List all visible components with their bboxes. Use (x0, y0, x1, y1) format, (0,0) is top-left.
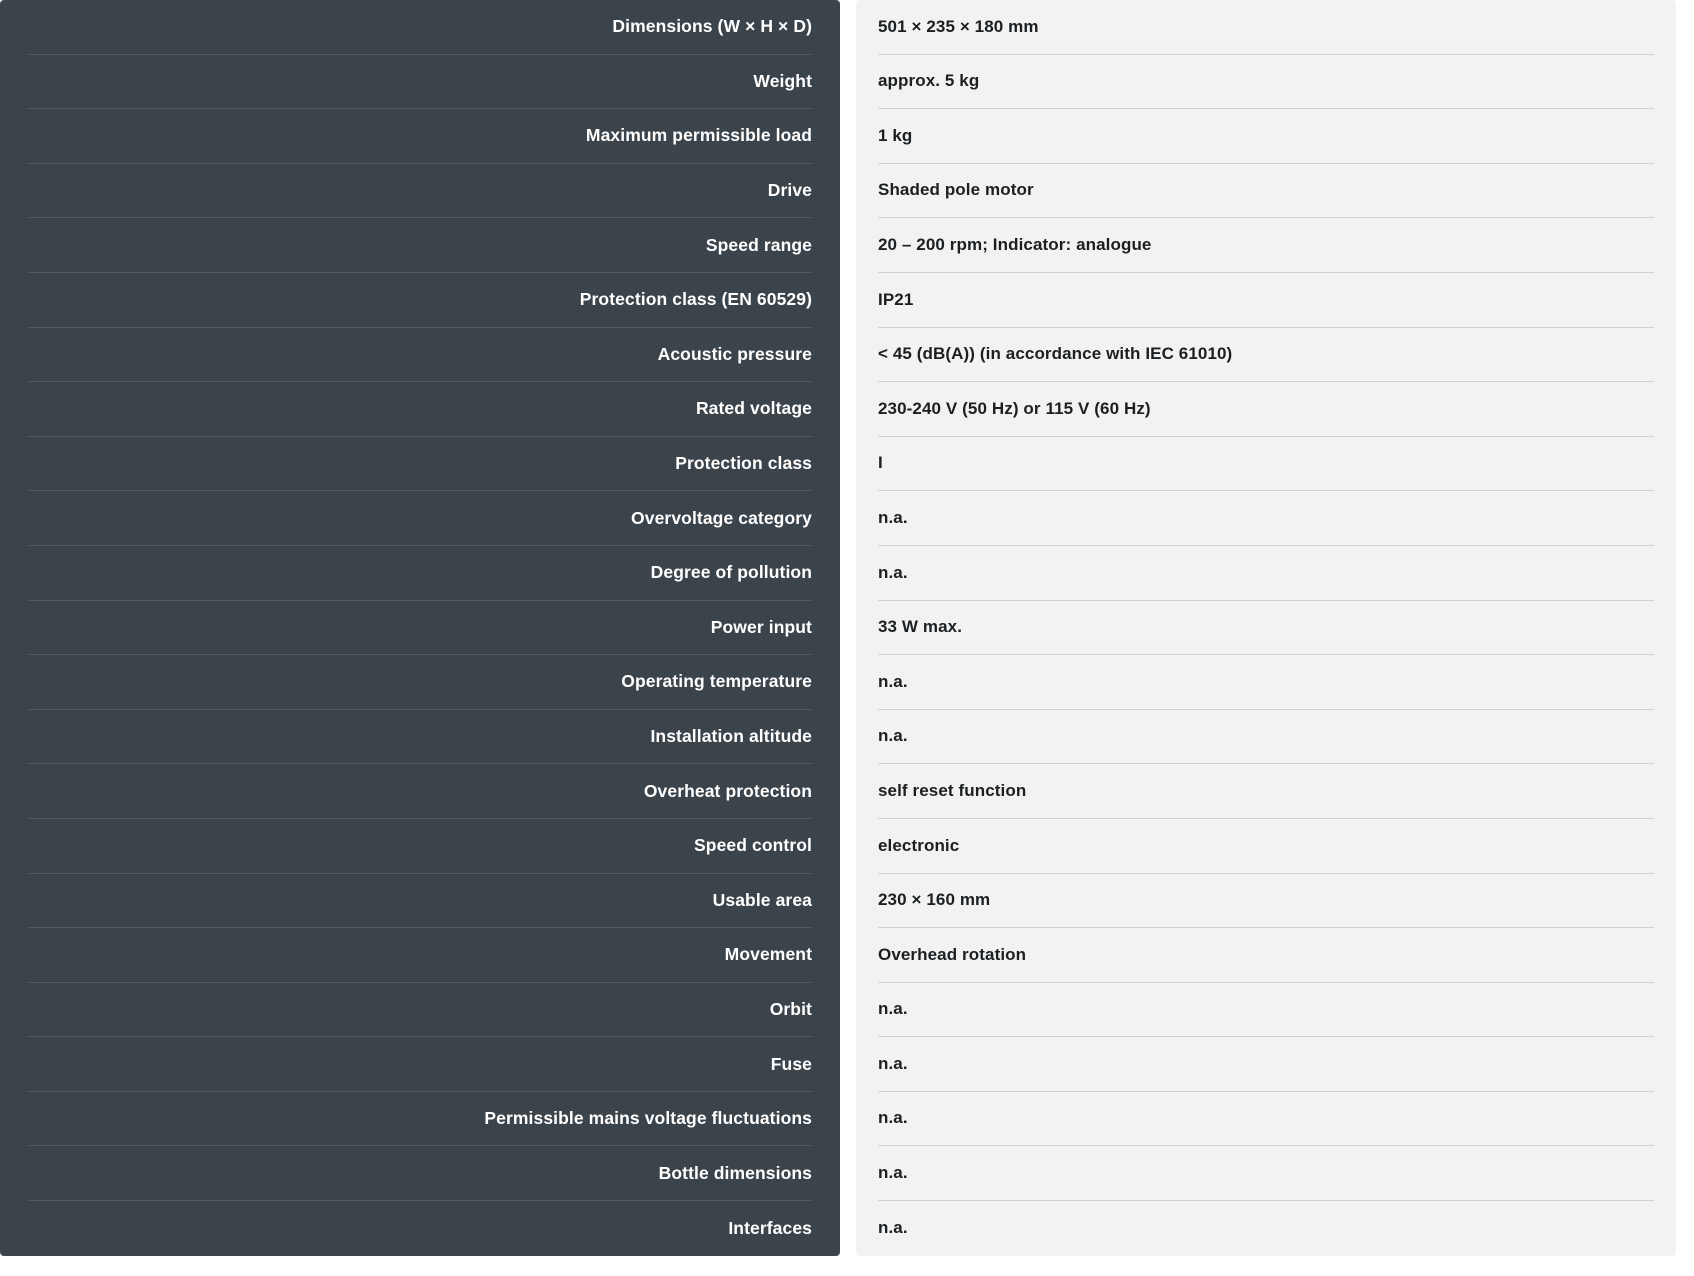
table-row (878, 874, 1654, 929)
spec-value: electronic (878, 835, 960, 855)
table-row (878, 983, 1654, 1038)
spec-value: n.a. (878, 507, 908, 527)
table-row (878, 655, 1654, 710)
spec-label: Overvoltage category (631, 507, 812, 528)
table-row (28, 55, 812, 110)
table-row (878, 764, 1654, 819)
table-row (878, 109, 1654, 164)
table-row (28, 109, 812, 164)
table-row (28, 874, 812, 929)
specification-labels-column (0, 0, 840, 1256)
table-row (28, 0, 812, 55)
table-row (878, 382, 1654, 437)
spec-value: IP21 (878, 289, 914, 309)
spec-label: Interfaces (728, 1217, 812, 1238)
spec-value: 33 W max. (878, 617, 963, 637)
table-row (28, 710, 812, 765)
table-row (878, 1037, 1654, 1092)
table-row (878, 710, 1654, 765)
spec-label: Operating temperature (621, 671, 812, 692)
spec-label: Acoustic pressure (657, 343, 812, 364)
table-row (28, 382, 812, 437)
spec-value: Overhead rotation (878, 944, 1027, 964)
table-row (28, 601, 812, 656)
table-row (28, 764, 812, 819)
table-row (28, 1092, 812, 1147)
spec-value: approx. 5 kg (878, 71, 980, 91)
spec-value: n.a. (878, 1108, 908, 1128)
table-row (28, 164, 812, 219)
spec-label: Orbit (769, 998, 812, 1019)
spec-value: self reset function (878, 780, 1027, 800)
spec-value: n.a. (878, 671, 908, 691)
table-row (28, 983, 812, 1038)
table-row (28, 491, 812, 546)
table-row (28, 819, 812, 874)
spec-value: 1 kg (878, 125, 913, 145)
spec-value: I (878, 453, 883, 473)
table-row (878, 328, 1654, 383)
table-row (28, 218, 812, 273)
table-row (28, 1146, 812, 1201)
spec-value: 20 – 200 rpm; Indicator: analogue (878, 234, 1152, 254)
spec-label: Weight (753, 70, 812, 91)
spec-value: n.a. (878, 726, 908, 746)
table-row (878, 1092, 1654, 1147)
table-row (878, 1146, 1654, 1201)
table-row (878, 0, 1654, 55)
spec-value: 501 × 235 × 180 mm (878, 16, 1039, 36)
spec-label: Rated voltage (695, 398, 812, 419)
spec-label: Power input (710, 616, 812, 637)
table-row (28, 1037, 812, 1092)
spec-value: n.a. (878, 1163, 908, 1183)
table-row (878, 819, 1654, 874)
table-row (28, 655, 812, 710)
spec-label: Protection class (675, 453, 812, 474)
spec-label: Bottle dimensions (658, 1162, 812, 1183)
table-row (878, 164, 1654, 219)
spec-label: Protection class (EN 60529) (579, 289, 812, 310)
spec-value: 230-240 V (50 Hz) or 115 V (60 Hz) (878, 398, 1151, 418)
table-row (878, 1201, 1654, 1256)
table-row (878, 928, 1654, 983)
spec-label: Speed control (694, 835, 812, 856)
specification-values-column (856, 0, 1676, 1256)
table-row (878, 55, 1654, 110)
spec-label: Speed range (705, 234, 812, 255)
spec-label: Usable area (712, 889, 812, 910)
table-row (878, 437, 1654, 492)
spec-value: n.a. (878, 999, 908, 1019)
spec-value: n.a. (878, 1053, 908, 1073)
spec-label: Movement (724, 944, 812, 965)
spec-label: Installation altitude (650, 726, 812, 747)
spec-value: Shaded pole motor (878, 180, 1034, 200)
table-row (28, 328, 812, 383)
table-row (878, 218, 1654, 273)
spec-label: Maximum permissible load (585, 125, 812, 146)
spec-label: Degree of pollution (650, 562, 812, 583)
table-row (878, 273, 1654, 328)
table-row (28, 273, 812, 328)
table-row (28, 437, 812, 492)
spec-value: n.a. (878, 1218, 908, 1238)
table-row (878, 491, 1654, 546)
spec-value: 230 × 160 mm (878, 890, 991, 910)
table-row (878, 546, 1654, 601)
table-row (28, 928, 812, 983)
spec-label: Permissible mains voltage fluctuations (484, 1108, 812, 1129)
spec-label: Drive (767, 180, 812, 201)
table-row (28, 546, 812, 601)
spec-label: Overheat protection (643, 780, 812, 801)
table-row (28, 1201, 812, 1256)
table-row (878, 601, 1654, 656)
spec-value: < 45 (dB(A)) (in accordance with IEC 61010) (878, 344, 1233, 364)
spec-label: Fuse (770, 1053, 812, 1074)
spec-label: Dimensions (W × H × D) (612, 16, 812, 37)
spec-value: n.a. (878, 562, 908, 582)
